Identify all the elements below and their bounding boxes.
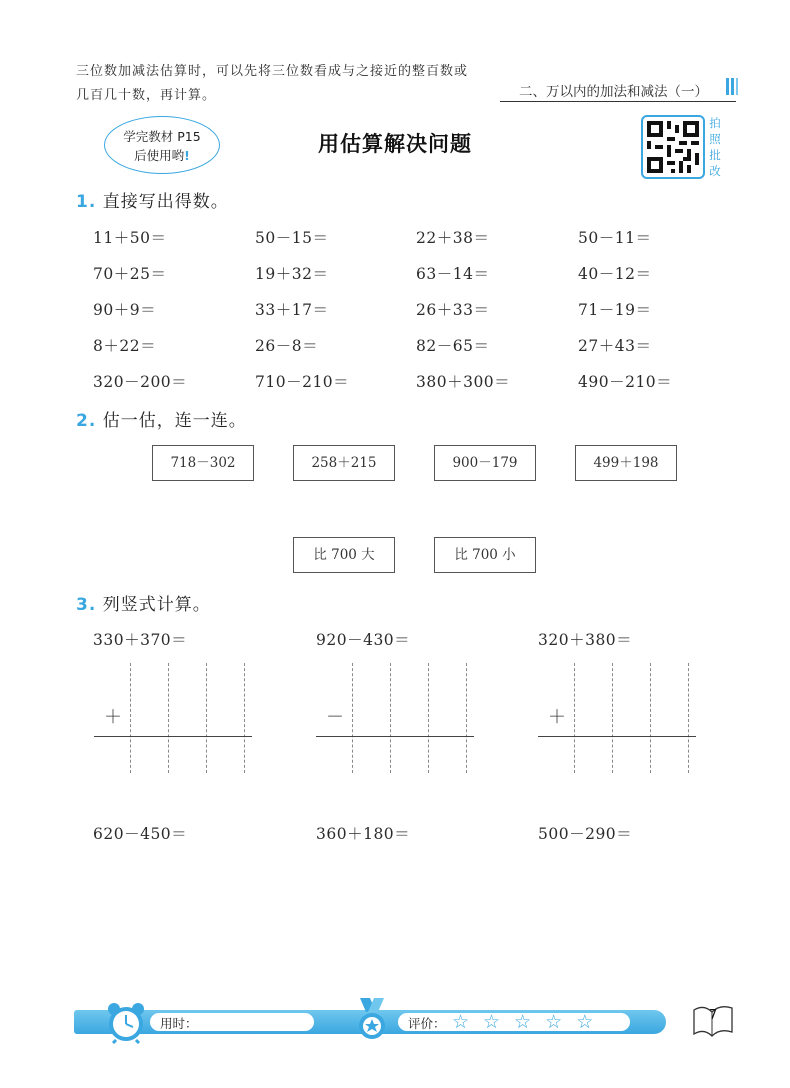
time-label: 用时： [160, 1016, 198, 1031]
plus-sign: ＋ [548, 707, 566, 728]
oral-problem: 50－11＝ [578, 229, 652, 247]
oral-problem: 26－8＝ [255, 337, 319, 355]
page-title: 用估算解决问题 [318, 132, 472, 156]
section-3-title [76, 590, 211, 615]
chapter-bars-icon [726, 78, 738, 95]
digit-column-line [390, 663, 391, 773]
section-2-number: 2. [76, 411, 97, 431]
target-box-greater[interactable]: 比 700 大 [293, 537, 395, 573]
digit-column-line [352, 663, 353, 773]
badge-line-1: 学完教材 P15 [123, 129, 201, 144]
page-number-book [690, 1000, 736, 1044]
badge-line-2-text: 后使用哟 [134, 148, 185, 163]
oral-problem: 11＋50＝ [93, 229, 167, 247]
section-2-title-text: 估一估，连一连。 [102, 411, 247, 431]
digit-column-line [428, 663, 429, 773]
minus-sign: － [326, 707, 344, 728]
vertical-calc-grid[interactable] [538, 663, 698, 775]
plus-sign: ＋ [104, 707, 122, 728]
star-icon[interactable]: ☆ [576, 1011, 594, 1033]
section-2-title [76, 406, 247, 431]
qr-code[interactable] [641, 115, 705, 179]
calc-rule-line [94, 736, 252, 737]
digit-column-line [466, 663, 467, 773]
qr-label-char: 照 [709, 132, 721, 146]
oral-problem: 33＋17＝ [255, 301, 329, 319]
star-icon[interactable]: ☆ [545, 1011, 563, 1033]
digit-column-line [206, 663, 207, 773]
rating-label: 评价： [408, 1016, 446, 1031]
estimate-expression-box[interactable]: 258＋215 [293, 445, 395, 481]
section-1-title-text: 直接写出得数。 [102, 192, 229, 212]
digit-column-line [688, 663, 689, 773]
qr-label-char: 改 [709, 164, 721, 178]
oral-problem: 26＋33＝ [416, 301, 490, 319]
calc-rule-line [316, 736, 474, 737]
digit-column-line [574, 663, 575, 773]
oral-problem: 90＋9＝ [93, 301, 157, 319]
section-3-title-text: 列竖式计算。 [102, 595, 211, 615]
star-icon[interactable]: ☆ [483, 1011, 501, 1033]
digit-column-line [650, 663, 651, 773]
oral-problem: 490－210＝ [578, 373, 673, 391]
vertical-problem: 360＋180＝ [316, 825, 411, 843]
oral-problem: 71－19＝ [578, 301, 652, 319]
alarm-clock-icon [104, 1000, 148, 1048]
qr-code-icon [647, 121, 699, 173]
digit-column-line [130, 663, 131, 773]
qr-label-char: 批 [709, 148, 721, 162]
oral-problem: 63－14＝ [416, 265, 490, 283]
oral-problem: 27＋43＝ [578, 337, 652, 355]
oral-problem: 22＋38＝ [416, 229, 490, 247]
medal-icon [354, 998, 390, 1046]
digit-column-line [244, 663, 245, 773]
vertical-calc-grid[interactable] [94, 663, 254, 775]
oral-problem: 19＋32＝ [255, 265, 329, 283]
vertical-problem: 330＋370＝ [93, 631, 188, 649]
page-number: 7 [709, 1008, 718, 1023]
estimate-expression-box[interactable]: 900－179 [434, 445, 536, 481]
oral-problem: 70＋25＝ [93, 265, 167, 283]
section-3-number: 3. [76, 595, 97, 615]
vertical-problem: 920－430＝ [316, 631, 411, 649]
oral-problem: 710－210＝ [255, 373, 350, 391]
star-icon[interactable]: ☆ [514, 1011, 532, 1033]
oral-problem: 82－65＝ [416, 337, 490, 355]
rating-stars [452, 1010, 593, 1034]
oral-problem: 40－12＝ [578, 265, 652, 283]
tip-line-1: 三位数加减法估算时，可以先将三位数看成与之接近的整百数或 [76, 64, 469, 79]
oral-problem: 320－200＝ [93, 373, 188, 391]
vertical-calc-grid[interactable] [316, 663, 476, 775]
header-rule [500, 101, 736, 102]
oral-problem: 8＋22＝ [93, 337, 157, 355]
vertical-problem: 620－450＝ [93, 825, 188, 843]
qr-label-char: 拍 [709, 116, 721, 130]
tip-line-2: 几百几十数，再计算。 [76, 88, 217, 103]
badge-exclamation: ! [184, 148, 190, 163]
digit-column-line [612, 663, 613, 773]
qr-label [708, 115, 722, 179]
calc-rule-line [538, 736, 696, 737]
star-icon[interactable]: ☆ [452, 1011, 470, 1033]
oral-problem: 380＋300＝ [416, 373, 511, 391]
estimate-expression-box[interactable]: 499＋198 [575, 445, 677, 481]
chapter-title: 二、万以内的加法和减法（一） [519, 84, 708, 100]
vertical-problem: 320＋380＝ [538, 631, 633, 649]
section-1-number: 1. [76, 192, 97, 212]
digit-column-line [168, 663, 169, 773]
vertical-problem: 500－290＝ [538, 825, 633, 843]
section-1-title [76, 187, 229, 212]
target-box-less[interactable]: 比 700 小 [434, 537, 536, 573]
estimate-expression-box[interactable]: 718－302 [152, 445, 254, 481]
oral-problem: 50－15＝ [255, 229, 329, 247]
